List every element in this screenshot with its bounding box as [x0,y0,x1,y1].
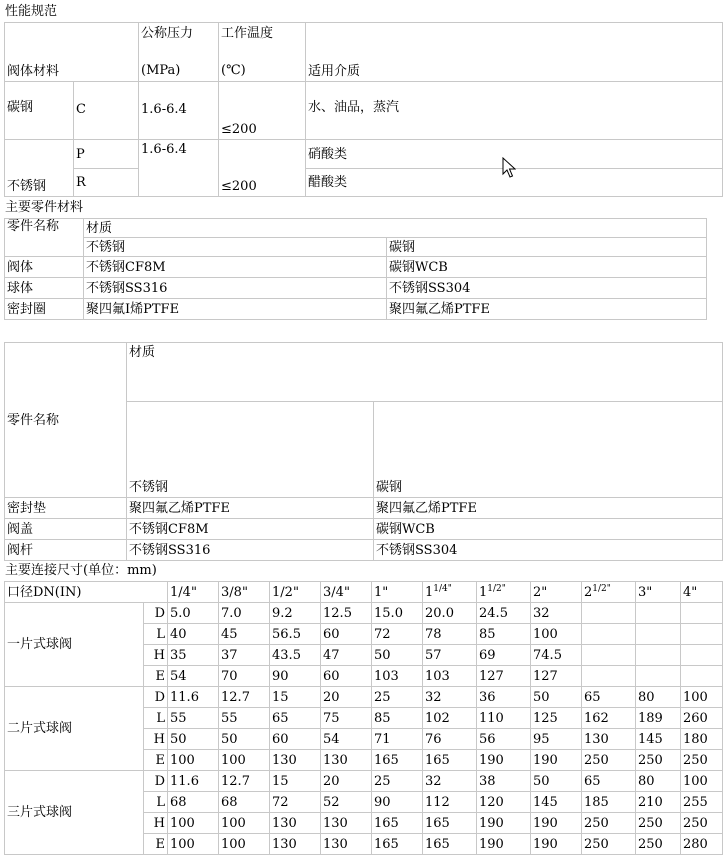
header-pressure-label: 公称压力 [141,26,194,41]
dim-value: 25 [372,687,423,708]
dim-value: 255 [681,792,723,813]
header-pressure [139,23,219,82]
dim-value: 47 [321,645,372,666]
table-row [5,299,707,320]
dim-value: 100 [219,813,270,834]
dim-value: 45 [219,624,270,645]
size-fraction: 1/2" [487,583,506,594]
table-row [5,278,707,299]
material-stainless: 不锈钢 [5,140,74,197]
dim-value: 130 [270,834,321,855]
dim-value: 190 [477,813,531,834]
code-r: R [74,169,139,197]
section-title-dimensions: 主要连接尺寸(单位：mm) [5,563,157,578]
valve-type: 一片式球阀 [5,603,144,687]
dim-value [582,624,636,645]
dim-value: 165 [372,834,423,855]
dim-value: 100 [168,813,219,834]
parts2-material-header: 材质 [127,343,723,402]
dim-value: 127 [531,666,582,687]
table-row [5,540,723,561]
header-medium: 适用介质 [306,23,723,82]
dim-value: 190 [531,813,582,834]
dim-value: 125 [531,708,582,729]
dim-value: 130 [270,750,321,771]
carbon-medium: 水、油品，蒸汽 [306,82,723,140]
performance-table [4,22,723,197]
dim-value [681,666,723,687]
header-temperature-unit: (℃) [221,63,246,78]
dim-value: 250 [681,813,723,834]
material-carbon-steel: 碳钢 [5,82,74,140]
dim-value: 145 [636,729,681,750]
dim-value: 100 [219,834,270,855]
dim-value: 72 [270,792,321,813]
dim-value: 100 [168,750,219,771]
dim-value: 38 [477,771,531,792]
dim-code: E [144,666,168,687]
table-row [5,687,723,708]
dim-value: 56 [477,729,531,750]
dim-value: 57 [423,645,477,666]
parts-table-1 [4,218,707,320]
stainless-temperature: ≤200 [219,140,306,197]
part-stainless: 不锈钢CF8M [84,257,387,278]
dim-value: 185 [582,792,636,813]
dim-value: 54 [321,729,372,750]
dim-value: 50 [372,645,423,666]
size-base: 4" [683,584,698,600]
header-temperature [219,23,306,82]
part-stainless: 聚四氟乙烯PTFE [127,498,374,519]
dim-value: 100 [531,624,582,645]
dim-value: 11.6 [168,687,219,708]
size-base: 2" [533,584,548,600]
carbon-temperature: ≤200 [219,82,306,140]
part-carbon: 不锈钢SS304 [387,278,707,299]
dim-value: 102 [423,708,477,729]
part-carbon: 聚四氟乙烯PTFE [374,498,723,519]
dim-value: 12.7 [219,687,270,708]
size-base: 3/4" [323,584,350,600]
part-stainless: 聚四氟I烯PTFE [84,299,387,320]
stainless-pressure: 1.6-6.4 [139,140,219,197]
dim-value: 100 [681,687,723,708]
code-c: C [74,82,139,140]
dim-value: 68 [168,792,219,813]
dim-value: 103 [372,666,423,687]
dim-value: 32 [531,603,582,624]
part-name: 阀盖 [5,519,127,540]
dim-value: 12.7 [219,771,270,792]
dim-value: 5.0 [168,603,219,624]
dim-value: 32 [423,687,477,708]
dim-code: E [144,834,168,855]
size-base: 1 [425,584,434,600]
dim-value: 25 [372,771,423,792]
table-row [5,603,723,624]
dim-value: 110 [477,708,531,729]
size-header [270,582,321,603]
dim-value: 95 [531,729,582,750]
header-temperature-label: 工作温度 [221,26,274,41]
dim-value: 130 [321,813,372,834]
dim-value: 68 [219,792,270,813]
parts1-stainless-header: 不锈钢 [84,238,387,257]
dim-value: 85 [372,708,423,729]
part-name: 阀杆 [5,540,127,561]
dim-code: D [144,603,168,624]
parts-table-2 [4,342,723,561]
size-header [168,582,219,603]
size-header [219,582,270,603]
dim-value: 65 [582,771,636,792]
dim-value: 162 [582,708,636,729]
dim-value: 189 [636,708,681,729]
dim-code: D [144,687,168,708]
dim-value [582,645,636,666]
part-name: 密封垫 [5,498,127,519]
dim-value: 100 [168,834,219,855]
dim-value: 210 [636,792,681,813]
dim-value: 145 [531,792,582,813]
medium-acetic: 醋酸类 [306,169,723,197]
dim-value: 250 [582,834,636,855]
dim-value [681,645,723,666]
dim-value: 260 [681,708,723,729]
dim-value: 130 [270,813,321,834]
dim-value: 250 [636,813,681,834]
dim-value: 280 [681,834,723,855]
dim-value: 127 [477,666,531,687]
part-carbon: 碳钢WCB [387,257,707,278]
dim-value: 250 [636,834,681,855]
dim-value: 55 [219,708,270,729]
dim-code: H [144,813,168,834]
dim-value: 165 [423,834,477,855]
mouse-cursor-icon [502,157,516,179]
dim-value: 20 [321,687,372,708]
parts2-part-name-header: 零件名称 [5,343,127,498]
size-base: 3/8" [221,584,248,600]
table-row [5,498,723,519]
table-row [5,519,723,540]
dim-value: 180 [681,729,723,750]
dn-label: 口径DN(IN) [5,582,168,603]
dim-value: 65 [270,708,321,729]
part-stainless: 不锈钢SS316 [127,540,374,561]
part-stainless: 不锈钢SS316 [84,278,387,299]
dim-value: 90 [372,792,423,813]
dim-value: 50 [531,687,582,708]
dim-value: 55 [168,708,219,729]
dim-value: 100 [219,750,270,771]
dim-code: E [144,750,168,771]
section-title-performance: 性能规范 [5,4,58,19]
dim-value: 15.0 [372,603,423,624]
header-pressure-unit: (MPa) [141,63,181,78]
dim-value: 60 [321,666,372,687]
dim-value: 112 [423,792,477,813]
part-name: 阀体 [5,257,84,278]
dimensions-table [4,581,723,855]
part-name: 密封圈 [5,299,84,320]
part-carbon: 不锈钢SS304 [374,540,723,561]
part-stainless: 不锈钢CF8M [127,519,374,540]
dim-header-row [5,582,723,603]
dim-value: 100 [681,771,723,792]
dim-value: 9.2 [270,603,321,624]
dim-value: 15 [270,771,321,792]
size-header [477,582,531,603]
dim-value: 74.5 [531,645,582,666]
dim-value: 85 [477,624,531,645]
dim-value [636,645,681,666]
dim-value [582,666,636,687]
dim-value: 54 [168,666,219,687]
dim-value: 50 [531,771,582,792]
dim-value: 32 [423,771,477,792]
dim-code: L [144,708,168,729]
dim-value: 80 [636,771,681,792]
dim-value: 7.0 [219,603,270,624]
size-header [531,582,582,603]
size-header [372,582,423,603]
size-base: 1 [479,584,488,600]
dim-code: D [144,771,168,792]
dim-value: 250 [681,750,723,771]
dim-value: 60 [321,624,372,645]
carbon-pressure: 1.6-6.4 [139,82,219,140]
dim-value: 90 [270,666,321,687]
dim-value: 24.5 [477,603,531,624]
dim-value: 71 [372,729,423,750]
parts2-carbon-header: 碳钢 [374,402,723,498]
dim-value [582,603,636,624]
dim-value: 40 [168,624,219,645]
code-p: P [74,140,139,169]
size-base: 3" [638,584,653,600]
size-header [681,582,723,603]
dim-value: 70 [219,666,270,687]
part-name: 球体 [5,278,84,299]
table-row [5,771,723,792]
dim-value: 120 [477,792,531,813]
dim-value: 65 [582,687,636,708]
dim-code: H [144,729,168,750]
dim-value: 165 [423,750,477,771]
dim-value: 190 [531,834,582,855]
size-header [321,582,372,603]
dim-value [636,624,681,645]
table-row [5,257,707,278]
dim-value: 20.0 [423,603,477,624]
parts1-part-name-header: 零件名称 [5,219,84,257]
dim-value: 69 [477,645,531,666]
size-header [423,582,477,603]
dim-value: 78 [423,624,477,645]
dim-value: 190 [477,834,531,855]
dim-value: 80 [636,687,681,708]
dim-value: 130 [582,729,636,750]
dim-value: 165 [372,750,423,771]
dim-value: 60 [270,729,321,750]
dim-value: 52 [321,792,372,813]
part-carbon: 碳钢WCB [374,519,723,540]
dim-value: 130 [321,750,372,771]
dim-value: 75 [321,708,372,729]
valve-type: 二片式球阀 [5,687,144,771]
dim-value: 250 [582,750,636,771]
dim-value [636,603,681,624]
dim-value: 130 [321,834,372,855]
dim-value: 11.6 [168,771,219,792]
size-fraction: 1/4" [433,583,452,594]
dim-value: 72 [372,624,423,645]
dim-value: 20 [321,771,372,792]
size-base: 2 [584,584,593,600]
dim-value: 36 [477,687,531,708]
dim-value: 43.5 [270,645,321,666]
size-header [636,582,681,603]
dim-value: 35 [168,645,219,666]
size-base: 1/2" [272,584,299,600]
dim-code: H [144,645,168,666]
dim-value [681,603,723,624]
parts1-material-header: 材质 [84,219,707,238]
dim-value: 15 [270,687,321,708]
size-base: 1/4" [170,584,197,600]
dim-value: 250 [636,750,681,771]
dim-value [636,666,681,687]
dim-value: 165 [372,813,423,834]
dim-value: 56.5 [270,624,321,645]
dim-code: L [144,624,168,645]
dim-value: 190 [531,750,582,771]
dim-value: 103 [423,666,477,687]
section-title-parts: 主要零件材料 [5,200,84,215]
size-base: 1" [374,584,389,600]
parts2-stainless-header: 不锈钢 [127,402,374,498]
dim-value: 50 [168,729,219,750]
dim-value: 190 [477,750,531,771]
dim-value: 165 [423,813,477,834]
size-header [582,582,636,603]
dim-code: L [144,792,168,813]
part-carbon: 聚四氟乙烯PTFE [387,299,707,320]
parts1-carbon-header: 碳钢 [387,238,707,257]
dim-value: 12.5 [321,603,372,624]
header-body-material: 阀体材料 [5,23,139,82]
valve-type: 三片式球阀 [5,771,144,855]
medium-nitric: 硝酸类 [306,140,723,169]
dim-value: 250 [582,813,636,834]
dim-value [681,624,723,645]
dim-value: 76 [423,729,477,750]
size-fraction: 1/2" [592,583,611,594]
dim-value: 50 [219,729,270,750]
dim-value: 37 [219,645,270,666]
